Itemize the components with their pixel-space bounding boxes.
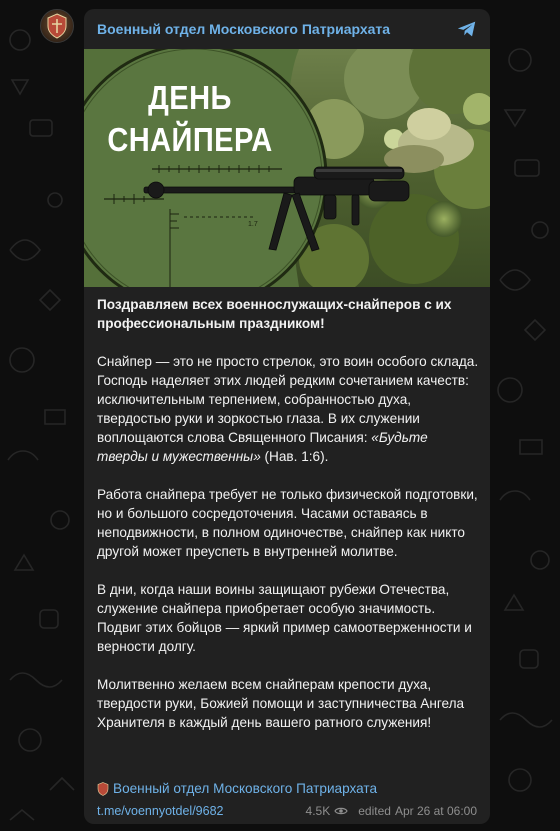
edited-label: edited xyxy=(358,804,391,818)
shield-emblem-icon xyxy=(97,782,109,796)
eye-icon xyxy=(334,806,348,816)
channel-name[interactable]: Военный отдел Московского Патриархата xyxy=(97,21,391,37)
message-header xyxy=(84,9,490,49)
post-paragraph-4: В дни, когда наши воины защищают рубежи Отечества, служение снайпера приобретает особую значимость. Подвиг этих бойцов — яркий пример самоотверженности и верности долгу. xyxy=(97,582,472,654)
telegram-icon[interactable] xyxy=(456,18,478,40)
post-text xyxy=(97,295,482,751)
view-count: 4.5K xyxy=(305,804,331,818)
message-card xyxy=(84,9,490,824)
banner-title-line2: СНАЙПЕРА xyxy=(107,121,273,158)
channel-emblem xyxy=(46,13,68,39)
post-paragraph-2 xyxy=(97,352,482,466)
scope-mark: 1.7 xyxy=(248,221,258,228)
post-date: Apr 26 at 06:00 xyxy=(394,804,477,818)
banner-title-line1: ДЕНЬ xyxy=(148,79,232,116)
post-lead: Поздравляем всех военнослужащих-снайперов с их профессиональным праздником! xyxy=(97,297,452,331)
message-footer xyxy=(97,804,477,818)
post-p2-ref: (Нав. 1:6). xyxy=(260,449,329,464)
post-signature[interactable] xyxy=(97,781,377,796)
channel-avatar[interactable] xyxy=(40,9,74,43)
signature-text: Военный отдел Московского Патриархата xyxy=(113,781,378,796)
banner-title xyxy=(102,77,278,161)
post-quote: «Будьте тверды и мужественны» xyxy=(97,430,428,464)
post-p2-text: Снайпер — это не просто стрелок, это воин особого склада. Господь наделяет этих людей редким сочетанием качеств: исключительным терпением, собранностью духа, твердостью руки и зоркостью глаза. В их служении воплощаются слова Священного Писания: xyxy=(97,354,479,445)
post-banner-image[interactable] xyxy=(84,49,490,287)
post-paragraph-3: Работа снайпера требует не только физической подготовки, но и большого сосредоточения. Часами оставаясь в неподвижности, в полном одиночестве, снайпер как никто другой может преуспеть в внутренней молитве. xyxy=(97,487,478,559)
post-link[interactable]: t.me/voennyotdel/9682 xyxy=(97,804,224,818)
post-paragraph-5: Молитвенно желаем всем снайперам крепости духа, твердости руки, Божией помощи и заступничества Ангела Хранителя в каждый день вашего ратного служения! xyxy=(97,677,465,730)
